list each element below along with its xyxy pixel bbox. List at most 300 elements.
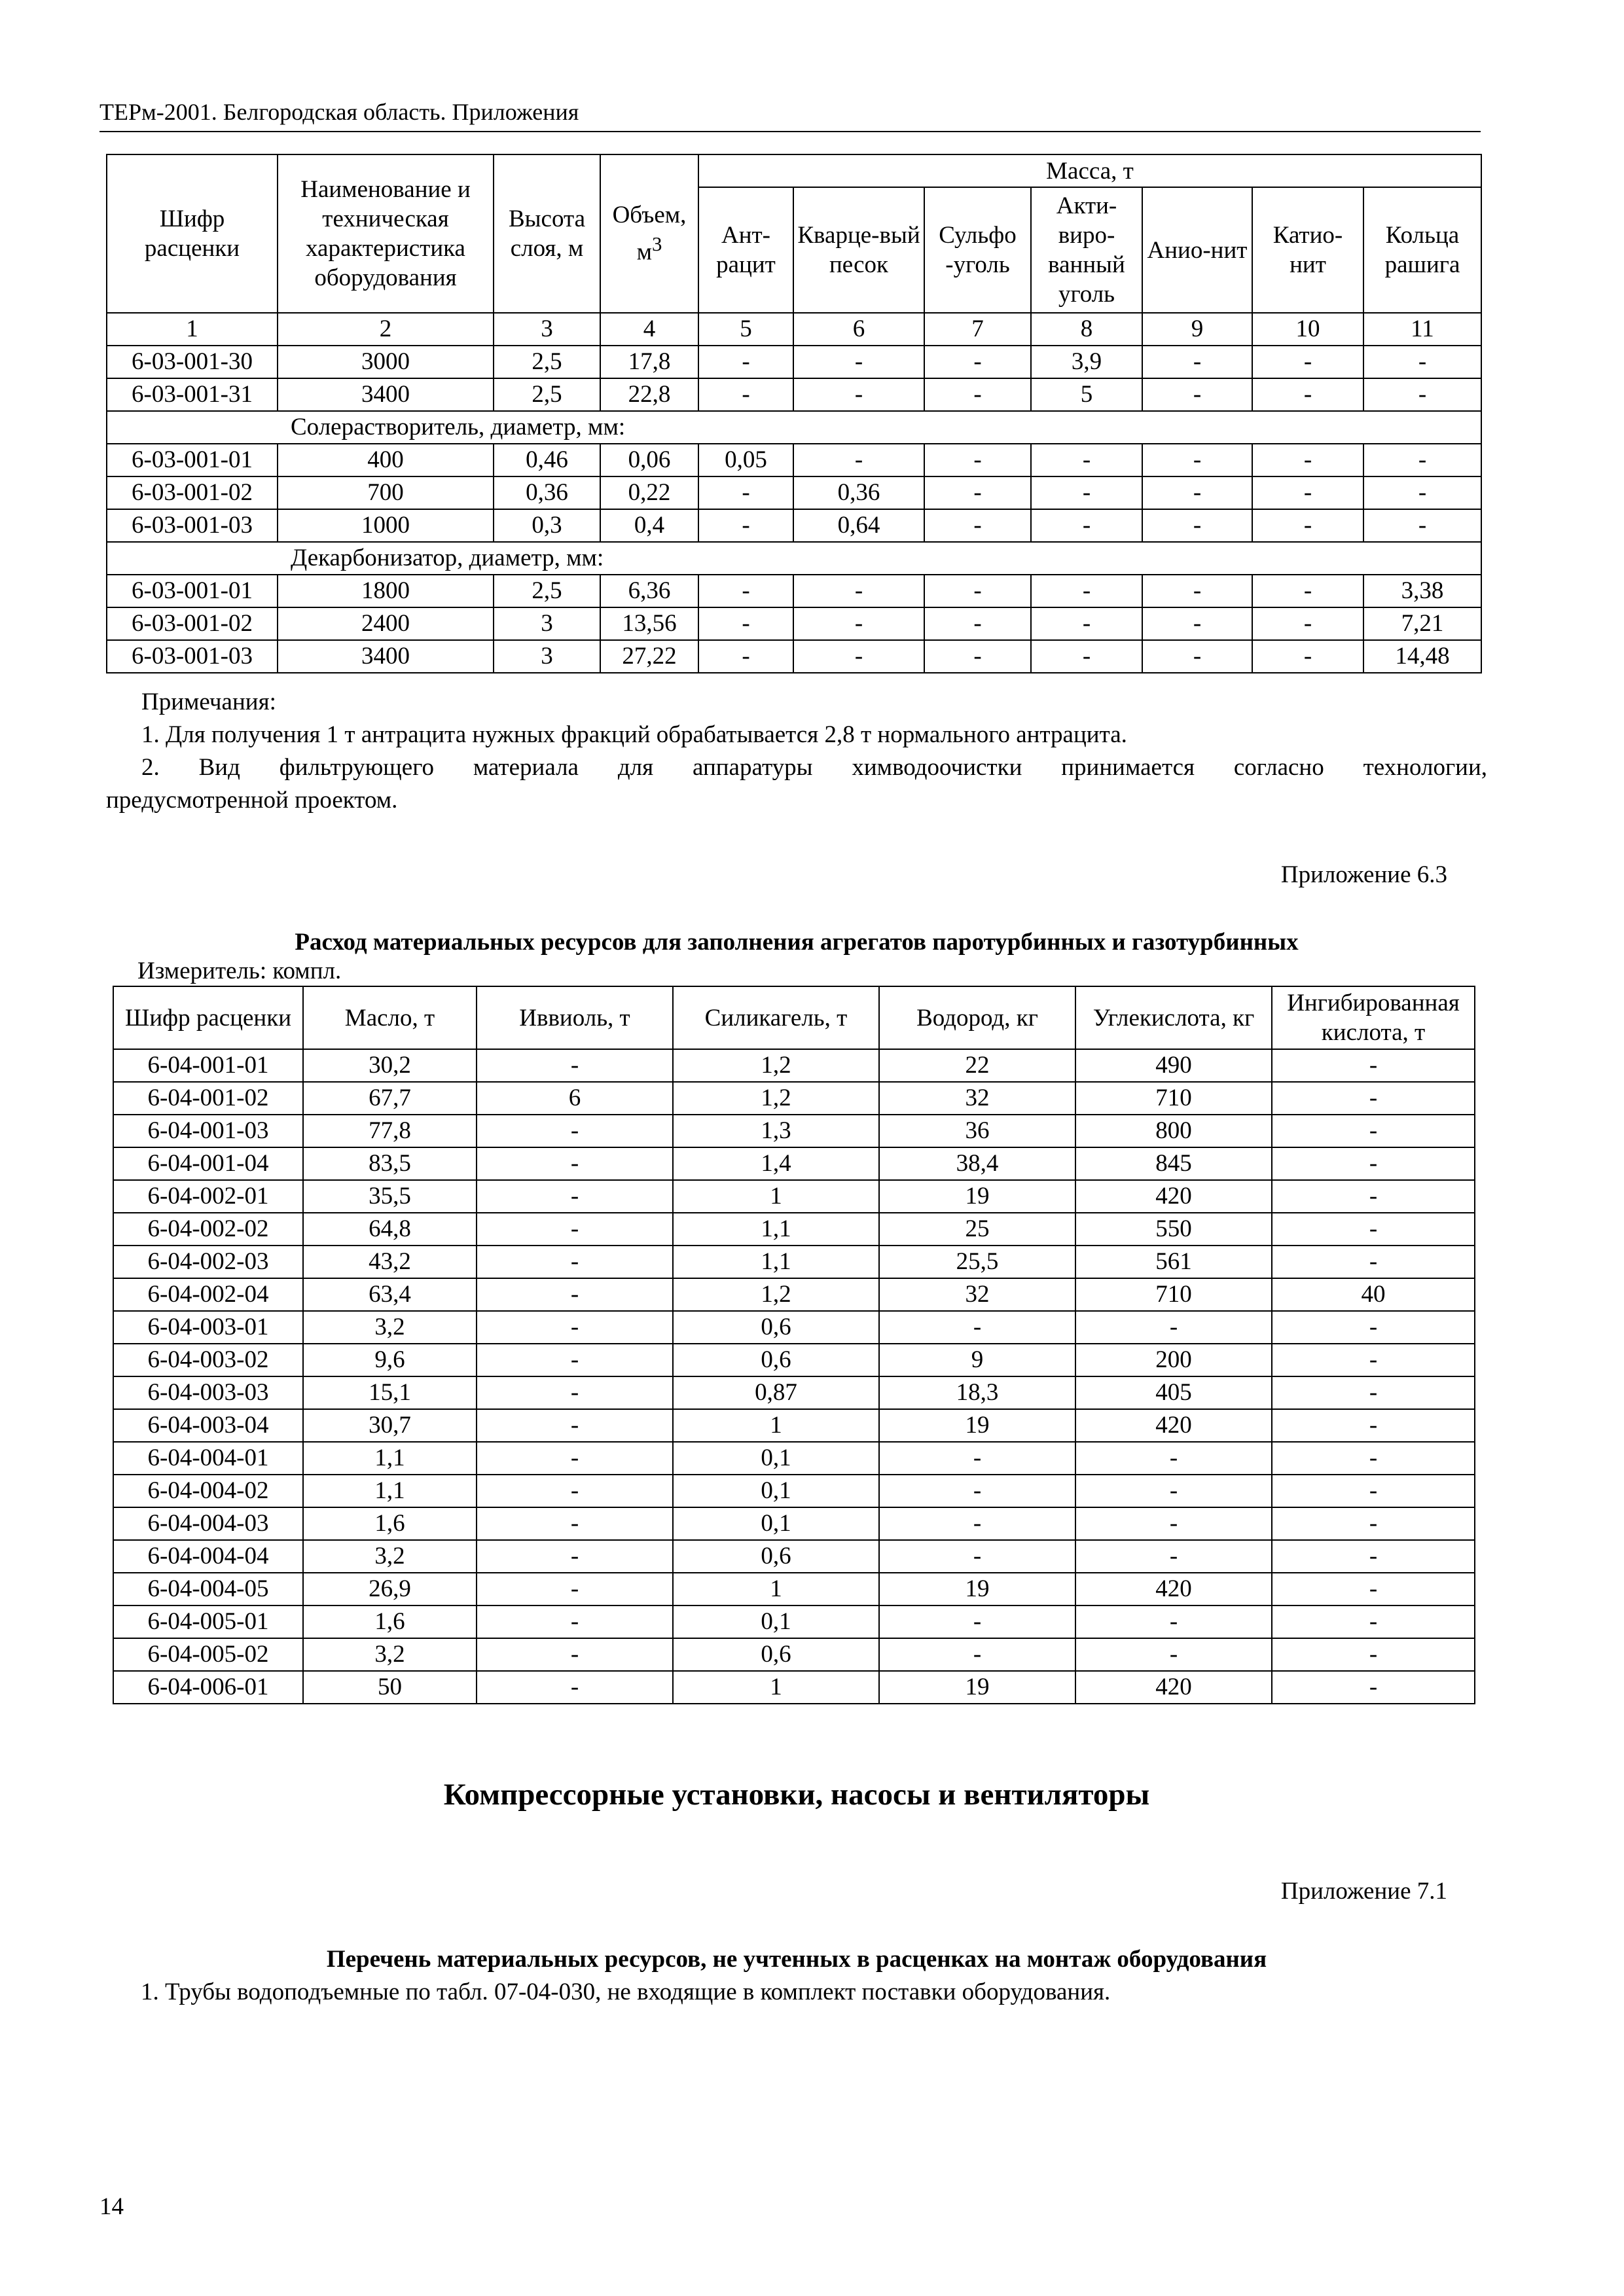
- table-cell: -: [793, 378, 924, 411]
- table-cell: -: [1272, 1638, 1475, 1671]
- table-cell: -: [1252, 346, 1363, 378]
- table-cell: 6-04-004-03: [113, 1507, 303, 1540]
- table-cell: -: [1031, 476, 1142, 509]
- table-cell: -: [698, 509, 793, 542]
- table-cell: -: [698, 640, 793, 673]
- table-cell: 83,5: [303, 1147, 477, 1180]
- table-cell: 6-04-004-01: [113, 1442, 303, 1475]
- table-cell: -: [1142, 509, 1252, 542]
- filter-materials-table: [106, 154, 1482, 673]
- table-cell: -: [1363, 346, 1481, 378]
- table-cell: 5: [1031, 378, 1142, 411]
- table-cell: 7,21: [1363, 607, 1481, 640]
- column-header: Иввиоль, т: [477, 986, 673, 1049]
- table-cell: -: [477, 1507, 673, 1540]
- table-cell: -: [924, 509, 1031, 542]
- table-cell: 3,2: [303, 1638, 477, 1671]
- table-cell: 22: [879, 1049, 1075, 1082]
- table-row: [113, 1605, 1475, 1638]
- table-cell: 6-03-001-02: [107, 476, 278, 509]
- table-row: [107, 640, 1481, 673]
- table-cell: 490: [1075, 1049, 1272, 1082]
- table-cell: -: [1252, 640, 1363, 673]
- table-cell: -: [1031, 444, 1142, 476]
- table-cell: -: [1272, 1344, 1475, 1376]
- table-cell: 1000: [278, 509, 494, 542]
- table-cell: 9: [879, 1344, 1075, 1376]
- table-cell: -: [698, 476, 793, 509]
- table-cell: -: [924, 607, 1031, 640]
- notes: [106, 686, 1487, 817]
- table-cell: 1800: [278, 575, 494, 607]
- table-cell: -: [1272, 1246, 1475, 1278]
- table-cell: 6-03-001-30: [107, 346, 278, 378]
- table-cell: 1: [673, 1409, 879, 1442]
- table-cell: 38,4: [879, 1147, 1075, 1180]
- header-mass-col: Катио-нит: [1252, 187, 1363, 313]
- table-cell: -: [879, 1311, 1075, 1344]
- column-number: 3: [494, 313, 600, 346]
- table-cell: -: [1075, 1442, 1272, 1475]
- table-cell: 1,1: [303, 1442, 477, 1475]
- table-cell: -: [477, 1475, 673, 1507]
- appendix-label: Приложение 6.3: [1280, 861, 1447, 888]
- table-cell: -: [1272, 1082, 1475, 1115]
- table-row: [113, 1507, 1475, 1540]
- table-cell: -: [924, 444, 1031, 476]
- column-header: Ингибированная кислота, т: [1272, 986, 1475, 1049]
- table-cell: 700: [278, 476, 494, 509]
- table-cell: 1,2: [673, 1082, 879, 1115]
- table-cell: 22,8: [600, 378, 698, 411]
- table-cell: 3,38: [1363, 575, 1481, 607]
- table-cell: 710: [1075, 1278, 1272, 1311]
- column-number: 4: [600, 313, 698, 346]
- table-cell: 3,2: [303, 1311, 477, 1344]
- table-row: [113, 1376, 1475, 1409]
- table-cell: -: [924, 575, 1031, 607]
- header-volume-sup: 3: [652, 233, 662, 256]
- table-cell: 30,2: [303, 1049, 477, 1082]
- section-label: Декарбонизатор, диаметр, мм:: [107, 542, 1481, 575]
- table-cell: -: [793, 575, 924, 607]
- table-row: [113, 1573, 1475, 1605]
- table-cell: -: [698, 346, 793, 378]
- table-row: [113, 1671, 1475, 1704]
- column-number: 2: [278, 313, 494, 346]
- table-cell: 3,2: [303, 1540, 477, 1573]
- table-cell: -: [1142, 444, 1252, 476]
- table-cell: 6-04-006-01: [113, 1671, 303, 1704]
- table-row: [113, 1180, 1475, 1213]
- page-number: 14: [99, 2193, 124, 2220]
- table-cell: 26,9: [303, 1573, 477, 1605]
- table-cell: -: [1075, 1540, 1272, 1573]
- table-cell: -: [1272, 1115, 1475, 1147]
- table-cell: -: [879, 1507, 1075, 1540]
- table-cell: -: [1272, 1442, 1475, 1475]
- table-row: [107, 575, 1481, 607]
- table-cell: 710: [1075, 1082, 1272, 1115]
- table-cell: -: [1142, 346, 1252, 378]
- table-cell: -: [1272, 1605, 1475, 1638]
- table-cell: 19: [879, 1180, 1075, 1213]
- section-row: [107, 411, 1481, 444]
- table-cell: 6-03-001-03: [107, 640, 278, 673]
- header-mass-col: Кольца рашига: [1363, 187, 1481, 313]
- table-cell: 19: [879, 1671, 1075, 1704]
- table-cell: 1: [673, 1573, 879, 1605]
- table-row: [113, 1115, 1475, 1147]
- column-header: Масло, т: [303, 986, 477, 1049]
- table-cell: 1,3: [673, 1115, 879, 1147]
- table-cell: 420: [1075, 1409, 1272, 1442]
- table-cell: 6-04-004-04: [113, 1540, 303, 1573]
- table-cell: 1,2: [673, 1049, 879, 1082]
- table-row: [107, 476, 1481, 509]
- table-row: [113, 1246, 1475, 1278]
- table-cell: 6-04-003-04: [113, 1409, 303, 1442]
- table-cell: -: [477, 1671, 673, 1704]
- table-cell: -: [1252, 378, 1363, 411]
- table-cell: -: [477, 1376, 673, 1409]
- table-cell: 17,8: [600, 346, 698, 378]
- table-cell: 6-04-001-01: [113, 1049, 303, 1082]
- table-cell: 3: [494, 640, 600, 673]
- table-cell: -: [793, 444, 924, 476]
- table-cell: -: [698, 378, 793, 411]
- table-cell: 6-04-005-02: [113, 1638, 303, 1671]
- table-cell: 6-04-001-03: [113, 1115, 303, 1147]
- table-cell: -: [1252, 509, 1363, 542]
- column-number: 8: [1031, 313, 1142, 346]
- notes-title: Примечания:: [141, 689, 276, 715]
- table-cell: 19: [879, 1409, 1075, 1442]
- table-cell: -: [698, 575, 793, 607]
- table-cell: -: [1075, 1507, 1272, 1540]
- column-number: 1: [107, 313, 278, 346]
- table-cell: 63,4: [303, 1278, 477, 1311]
- section-row: [107, 542, 1481, 575]
- header-name: Наименование и техническая характеристика оборудования: [278, 154, 494, 313]
- table-cell: -: [793, 607, 924, 640]
- table-cell: -: [477, 1115, 673, 1147]
- table-cell: 1,1: [303, 1475, 477, 1507]
- appendix-label-7-1: Приложение 7.1: [1280, 1878, 1447, 1905]
- header-mass-col: Кварце-вый песок: [793, 187, 924, 313]
- table-cell: 50: [303, 1671, 477, 1704]
- table-cell: 27,22: [600, 640, 698, 673]
- table-cell: 1: [673, 1671, 879, 1704]
- table-cell: -: [924, 378, 1031, 411]
- table-cell: 1,1: [673, 1213, 879, 1246]
- table-cell: 35,5: [303, 1180, 477, 1213]
- table-cell: 6-03-001-31: [107, 378, 278, 411]
- table-cell: 32: [879, 1082, 1075, 1115]
- table-cell: -: [1272, 1573, 1475, 1605]
- header-mass-col: Анио-нит: [1142, 187, 1252, 313]
- table-cell: 800: [1075, 1115, 1272, 1147]
- table-cell: 420: [1075, 1671, 1272, 1704]
- table-cell: -: [1272, 1409, 1475, 1442]
- table-cell: 3400: [278, 378, 494, 411]
- table-cell: 32: [879, 1278, 1075, 1311]
- table-cell: 1,1: [673, 1246, 879, 1278]
- table-cell: 845: [1075, 1147, 1272, 1180]
- table-row: [107, 607, 1481, 640]
- section-label: Солерастворитель, диаметр, мм:: [107, 411, 1481, 444]
- table-cell: -: [1031, 607, 1142, 640]
- column-header: Шифр расценки: [113, 986, 303, 1049]
- table-cell: -: [879, 1442, 1075, 1475]
- table-cell: 6-04-001-02: [113, 1082, 303, 1115]
- table-cell: -: [1272, 1311, 1475, 1344]
- table-cell: 67,7: [303, 1082, 477, 1115]
- table-cell: 6-04-003-03: [113, 1376, 303, 1409]
- table-cell: 13,56: [600, 607, 698, 640]
- table-cell: -: [1142, 378, 1252, 411]
- table-row: [113, 1475, 1475, 1507]
- table-cell: -: [1031, 640, 1142, 673]
- table-cell: 0,36: [793, 476, 924, 509]
- table-cell: 0,87: [673, 1376, 879, 1409]
- table-cell: 0,64: [793, 509, 924, 542]
- list-item: 1. Трубы водоподъемные по табл. 07-04-030, не входящие в комплект поставки оборудования.: [141, 1979, 1111, 2005]
- table-cell: 3400: [278, 640, 494, 673]
- table-title: Расход материальных ресурсов для заполнения агрегатов паротурбинных и газотурбинных: [295, 929, 1299, 956]
- table-cell: 2,5: [494, 575, 600, 607]
- table-cell: -: [477, 1540, 673, 1573]
- header-volume-label: Объем, м: [612, 202, 687, 266]
- header-mass-col: Сульфо -уголь: [924, 187, 1031, 313]
- table-cell: -: [477, 1638, 673, 1671]
- table-cell: -: [477, 1344, 673, 1376]
- table-cell: 6-03-001-01: [107, 444, 278, 476]
- section-title: Компрессорные установки, насосы и вентиляторы: [443, 1778, 1150, 1812]
- table-cell: 3,9: [1031, 346, 1142, 378]
- table-cell: 19: [879, 1573, 1075, 1605]
- table-cell: 6-03-001-02: [107, 607, 278, 640]
- table-cell: -: [1272, 1049, 1475, 1082]
- table-cell: 420: [1075, 1573, 1272, 1605]
- table-cell: 6-04-001-04: [113, 1147, 303, 1180]
- table-cell: 2400: [278, 607, 494, 640]
- table-cell: -: [793, 640, 924, 673]
- header-mass-col: Акти-виро-ванный уголь: [1031, 187, 1142, 313]
- table-cell: -: [698, 607, 793, 640]
- table-cell: 6,36: [600, 575, 698, 607]
- table-cell: -: [924, 346, 1031, 378]
- column-number: 11: [1363, 313, 1481, 346]
- table-cell: 2,5: [494, 378, 600, 411]
- table-cell: -: [477, 1213, 673, 1246]
- column-number: 6: [793, 313, 924, 346]
- note-2-continued: предусмотренной проектом.: [106, 787, 398, 814]
- table-cell: 6: [477, 1082, 673, 1115]
- table-cell: 0,05: [698, 444, 793, 476]
- table-row: [113, 1082, 1475, 1115]
- table-row: [107, 444, 1481, 476]
- table-cell: 18,3: [879, 1376, 1075, 1409]
- table-cell: 0,06: [600, 444, 698, 476]
- list-title: Перечень материальных ресурсов, не учтенных в расценках на монтаж оборудования: [326, 1946, 1267, 1973]
- table-row: [113, 1540, 1475, 1573]
- table-cell: 6-04-002-04: [113, 1278, 303, 1311]
- page-header: ТЕРм-2001. Белгородская область. Приложения: [99, 98, 1481, 132]
- table-row: [107, 509, 1481, 542]
- table-cell: -: [1142, 476, 1252, 509]
- table-cell: -: [1031, 575, 1142, 607]
- table-cell: 9,6: [303, 1344, 477, 1376]
- header-mass: Масса, т: [698, 154, 1481, 187]
- table-cell: 0,4: [600, 509, 698, 542]
- table-cell: -: [1252, 444, 1363, 476]
- table-cell: 550: [1075, 1213, 1272, 1246]
- table-cell: 40: [1272, 1278, 1475, 1311]
- column-header: Силикагель, т: [673, 986, 879, 1049]
- table-row: [113, 1278, 1475, 1311]
- table-cell: -: [793, 346, 924, 378]
- table-row: [113, 1213, 1475, 1246]
- table-cell: -: [1075, 1311, 1272, 1344]
- table-cell: -: [1272, 1376, 1475, 1409]
- table-row: [113, 1311, 1475, 1344]
- table-cell: -: [1272, 1671, 1475, 1704]
- table-cell: -: [477, 1147, 673, 1180]
- table-cell: 6-04-002-03: [113, 1246, 303, 1278]
- table-cell: -: [477, 1573, 673, 1605]
- table-cell: -: [477, 1180, 673, 1213]
- table-cell: 561: [1075, 1246, 1272, 1278]
- table-cell: 1,6: [303, 1507, 477, 1540]
- table-cell: 0,22: [600, 476, 698, 509]
- table-cell: 6-04-003-01: [113, 1311, 303, 1344]
- header-volume: [600, 154, 698, 313]
- table-cell: -: [477, 1311, 673, 1344]
- table-cell: -: [1142, 575, 1252, 607]
- table-cell: -: [477, 1246, 673, 1278]
- table-cell: 0,46: [494, 444, 600, 476]
- table-cell: 6-04-002-01: [113, 1180, 303, 1213]
- table-cell: 64,8: [303, 1213, 477, 1246]
- header-mass-col: Ант-рацит: [698, 187, 793, 313]
- table-cell: 6-04-005-01: [113, 1605, 303, 1638]
- table-cell: 1,2: [673, 1278, 879, 1311]
- table-cell: -: [1075, 1638, 1272, 1671]
- header-code: Шифр расценки: [107, 154, 278, 313]
- table-cell: -: [1075, 1475, 1272, 1507]
- table-cell: 6-04-004-02: [113, 1475, 303, 1507]
- table-row: [107, 378, 1481, 411]
- table-cell: -: [924, 640, 1031, 673]
- table-cell: 1,4: [673, 1147, 879, 1180]
- table-row: [113, 1344, 1475, 1376]
- table-cell: 0,1: [673, 1475, 879, 1507]
- table-cell: -: [1272, 1180, 1475, 1213]
- table-row: [107, 346, 1481, 378]
- table-cell: -: [1272, 1147, 1475, 1180]
- measure-unit: Измеритель: компл.: [137, 958, 342, 984]
- table-cell: -: [1363, 444, 1481, 476]
- table-cell: 0,6: [673, 1311, 879, 1344]
- table-cell: -: [1272, 1540, 1475, 1573]
- table-cell: 420: [1075, 1180, 1272, 1213]
- table-cell: 400: [278, 444, 494, 476]
- table-cell: 25: [879, 1213, 1075, 1246]
- table-cell: 0,6: [673, 1344, 879, 1376]
- column-number: 9: [1142, 313, 1252, 346]
- table-cell: 15,1: [303, 1376, 477, 1409]
- table-cell: -: [879, 1605, 1075, 1638]
- table-cell: -: [1252, 575, 1363, 607]
- table-cell: -: [1252, 607, 1363, 640]
- table-row: [113, 1409, 1475, 1442]
- table-cell: -: [477, 1442, 673, 1475]
- table-cell: 0,1: [673, 1507, 879, 1540]
- table-cell: -: [1272, 1507, 1475, 1540]
- table-cell: 6-04-004-05: [113, 1573, 303, 1605]
- table-row: [113, 1147, 1475, 1180]
- table-cell: 3000: [278, 346, 494, 378]
- table-cell: 0,1: [673, 1605, 879, 1638]
- table-cell: -: [1272, 1213, 1475, 1246]
- table-cell: 1: [673, 1180, 879, 1213]
- note-2: 2. Вид фильтрующего материала для аппаратуры химводоочистки принимается согласно технологии,: [141, 754, 1487, 781]
- table-cell: 6-04-002-02: [113, 1213, 303, 1246]
- table-row: [113, 1442, 1475, 1475]
- table-cell: -: [1252, 476, 1363, 509]
- table-cell: 6-03-001-01: [107, 575, 278, 607]
- table-cell: -: [477, 1605, 673, 1638]
- turbine-materials-table: [113, 986, 1475, 1704]
- table-cell: 200: [1075, 1344, 1272, 1376]
- table-cell: -: [477, 1278, 673, 1311]
- table-cell: 0,6: [673, 1540, 879, 1573]
- table-cell: -: [1075, 1605, 1272, 1638]
- table-cell: 14,48: [1363, 640, 1481, 673]
- table-cell: 25,5: [879, 1246, 1075, 1278]
- column-header: Углекислота, кг: [1075, 986, 1272, 1049]
- column-number: 7: [924, 313, 1031, 346]
- table-cell: 36: [879, 1115, 1075, 1147]
- column-number: 10: [1252, 313, 1363, 346]
- column-number: 5: [698, 313, 793, 346]
- table-cell: -: [879, 1638, 1075, 1671]
- table-cell: 2,5: [494, 346, 600, 378]
- header-height: Высота слоя, м: [494, 154, 600, 313]
- table-row: [113, 1638, 1475, 1671]
- table-cell: 1,6: [303, 1605, 477, 1638]
- table-cell: -: [477, 1409, 673, 1442]
- table-cell: -: [477, 1049, 673, 1082]
- table-cell: 43,2: [303, 1246, 477, 1278]
- table-cell: -: [1363, 476, 1481, 509]
- table-cell: -: [1142, 607, 1252, 640]
- table-cell: 6-04-003-02: [113, 1344, 303, 1376]
- column-header: Водород, кг: [879, 986, 1075, 1049]
- note-1: 1. Для получения 1 т антрацита нужных фракций обрабатывается 2,8 т нормального антрацита.: [141, 721, 1127, 748]
- table-cell: 0,6: [673, 1638, 879, 1671]
- table-cell: 3: [494, 607, 600, 640]
- table-cell: 405: [1075, 1376, 1272, 1409]
- table-row: [113, 1049, 1475, 1082]
- table-cell: 6-03-001-03: [107, 509, 278, 542]
- table-cell: -: [924, 476, 1031, 509]
- table-cell: -: [1363, 509, 1481, 542]
- table-cell: -: [1363, 378, 1481, 411]
- table-cell: -: [1142, 640, 1252, 673]
- table-cell: 0,1: [673, 1442, 879, 1475]
